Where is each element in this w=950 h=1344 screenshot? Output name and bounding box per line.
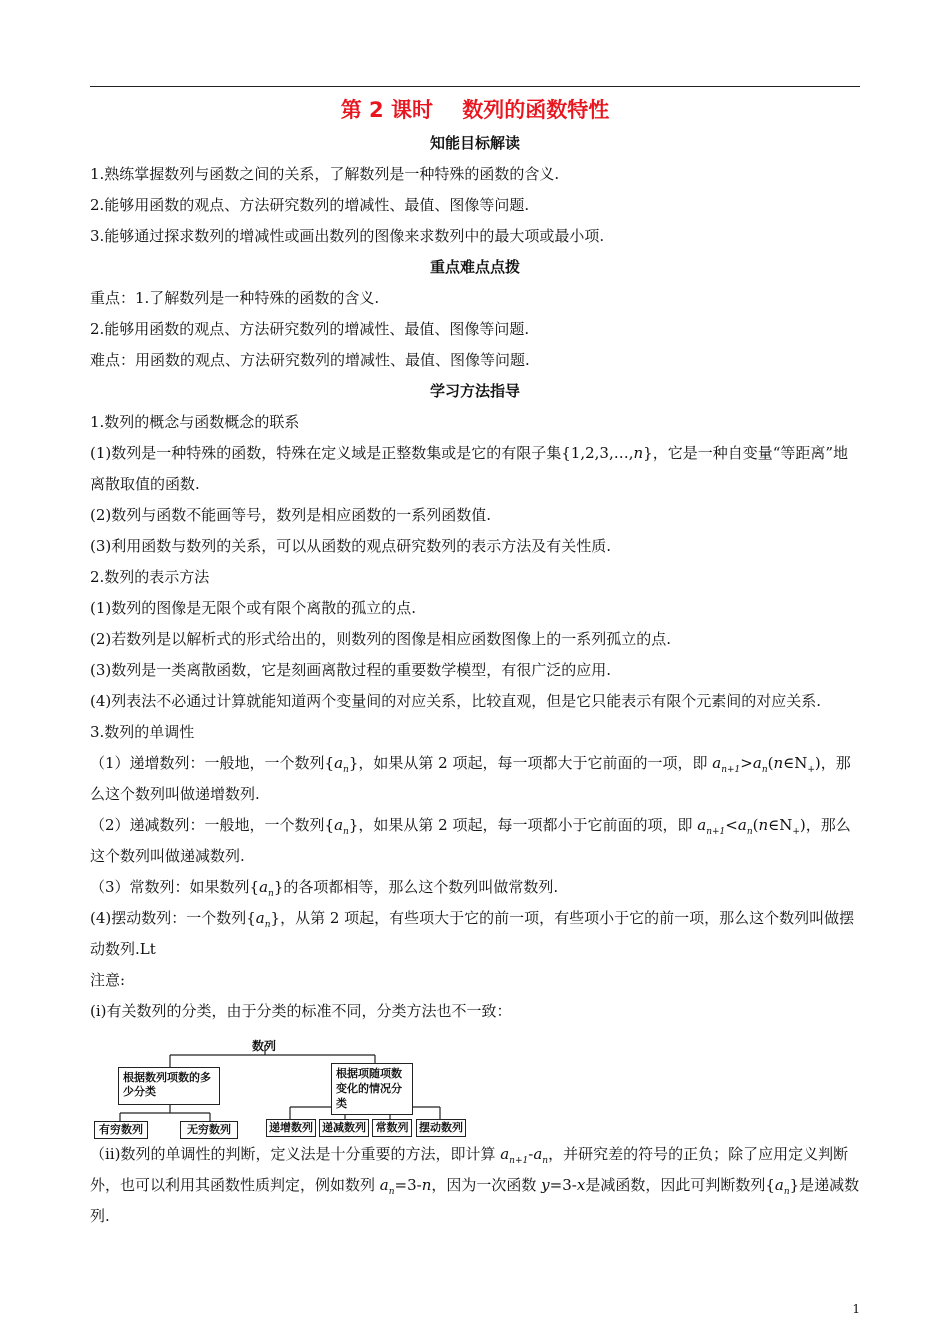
diagram-leaf-constant: 常数列 (372, 1119, 412, 1137)
note-ii: （ⅱ)数列的单调性的判断，定义法是十分重要的方法，即计算 $a_{n+1}-a_n$，并研究差的符号的正负；除了应用定义判断外，也可以利用其函数性质判定，例如数列 $a_n=3-n$，因为一次函数 y=3-x是减函数，因此可判断数列$\{a_n\}$是递减数列. (90, 1145, 860, 1225)
goal-item-3: 3.能够通过探求数列的增减性或画出数列的图像来求数列中的最大项或最小项. (90, 227, 605, 245)
method-p2-title: 2.数列的表示方法 (90, 568, 210, 586)
method-p3-3: （3）常数列：如果数列$\{a_n\}$的各项都相等，那么这个数列叫做常数列. (90, 878, 559, 899)
section-heading-method: 学习方法指导 (429, 382, 520, 400)
key-item-1: 重点：1.了解数列是一种特殊的函数的含义. (90, 289, 380, 307)
diagram-node-right: 根据项随项数变化的情况分类 (331, 1063, 413, 1115)
document-body (90, 90, 860, 1232)
method-p3-1: （1）递增数列：一般地，一个数列$\{a_n\}$，如果从第 2 项起，每一项都大于它前面的一项，即 $a_{n+1}>a_n(n\in N_+)$，那么这个数列叫做递增数列. (90, 754, 851, 803)
method-p3-4: (4)摆动数列：一个数列$\{a_n\}$，从第 2 项起，有些项大于它的前一项，有些项小于它的前一项，那么这个数列叫做摆动数列.Lt (90, 909, 855, 958)
section-heading-key: 重点难点点拨 (429, 258, 520, 276)
method-p3-2: （2）递减数列：一般地，一个数列$\{a_n\}$，如果从第 2 项起，每一项都小于它前面的项，即 $a_{n+1}<a_n(n\in N_+)$，那么这个数列叫做递减数列. (90, 816, 851, 865)
diagram-node-left: 根据数列项数的多少分类 (118, 1067, 220, 1105)
diagram-leaf-oscillating: 摆动数列 (416, 1119, 466, 1137)
key-item-3: 难点：用函数的观点、方法研究数列的增减性、最值、图像等问题. (90, 351, 530, 369)
page-number: 1 (852, 1302, 860, 1316)
method-p1-3: (3)利用函数与数列的关系，可以从函数的观点研究数列的表示方法及有关性质. (90, 537, 612, 555)
diagram-leaf-increasing: 递增数列 (266, 1119, 316, 1137)
note-i: (ⅰ)有关数列的分类，由于分类的标准不同，分类方法也不一致： (90, 1002, 512, 1020)
section-heading-goals: 知能目标解读 (429, 134, 520, 152)
method-p1-title: 1.数列的概念与函数概念的联系 (90, 413, 300, 431)
method-p3-title: 3.数列的单调性 (90, 723, 195, 741)
method-p2-4: (4)列表法不必通过计算就能知道两个变量间的对应关系，比较直观，但是它只能表示有限个元素间的对应关系. (90, 692, 822, 710)
diagram-leaf-infinite: 无穷数列 (180, 1121, 238, 1139)
diagram-root: 数列 (252, 1039, 277, 1053)
method-p2-3: (3)数列是一类离散函数，它是刻画离散过程的重要数学模型，有很广泛的应用. (90, 661, 612, 679)
method-p1-1: (1)数列是一种特殊的函数，特殊在定义域是正整数集或是它的有限子集{1,2,3,…,n}，它是一种自变量“等距离”地离散取值的函数. (90, 444, 849, 493)
goal-item-1: 1.熟练掌握数列与函数之间的关系，了解数列是一种特殊的函数的含义. (90, 165, 560, 183)
header-rule (90, 86, 860, 87)
method-p1-2: (2)数列与函数不能画等号，数列是相应函数的一系列函数值. (90, 506, 492, 524)
diagram-leaf-decreasing: 递减数列 (319, 1119, 369, 1137)
method-p2-2: (2)若数列是以解析式的形式给出的，则数列的图像是相应函数图像上的一系列孤立的点. (90, 630, 672, 648)
key-item-2: 2.能够用函数的观点、方法研究数列的增减性、最值、图像等问题. (90, 320, 530, 338)
classification-diagram (90, 1033, 860, 1136)
diagram-leaf-finite: 有穷数列 (94, 1121, 148, 1139)
goal-item-2: 2.能够用函数的观点、方法研究数列的增减性、最值、图像等问题. (90, 196, 530, 214)
method-p2-1: (1)数列的图像是无限个或有限个离散的孤立的点. (90, 599, 417, 617)
note-label: 注意: (90, 971, 126, 989)
page-title: 第 2 课时 数列的函数特性 (340, 98, 610, 122)
